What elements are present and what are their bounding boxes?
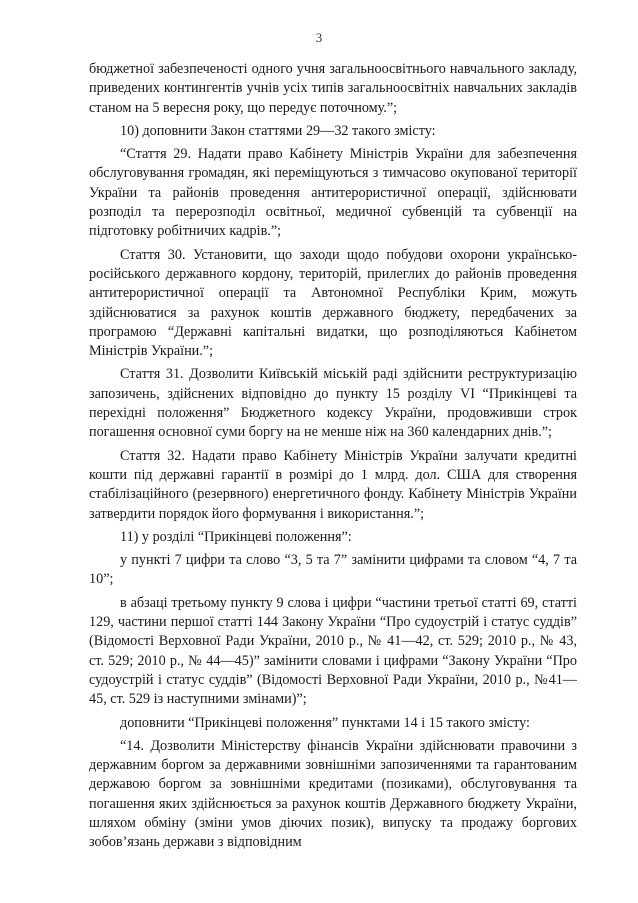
page-number: 3 — [315, 30, 323, 45]
paragraph-point-14: “14. Дозволити Міністерству фінансів України здійснювати правочини з державним боргом за державними зовнішніми запозиченнями та гарантованим державою боргом за зовнішніми кредитами (позиками), обслуговування та погашення яких здійснюється за рахунок коштів Державного бюджету України, шляхом обміну (зміни умов діючих позик), випуску та продажу боргових зобов’язань держави з відповідним — [89, 737, 577, 851]
paragraph-article-30: Стаття 30. Установити, що заходи щодо побудови охорони українсько-російського державного кордону, територій, прилеглих до районів проведення антитерористичної операції та Автономної Республіки Крим, можуть здійснюватися за рахунок коштів державного бюджету, передбачених за програмою “Державні капітальні видатки, що розподіляються Кабінетом Міністрів України.”; — [89, 246, 577, 360]
paragraph-item-11: 11) у розділі “Прикінцеві положення”: — [120, 528, 352, 545]
paragraph-point-7: у пункті 7 цифри та слово “3, 5 та 7” замінити цифрами та словом “4, 7 та 10”; — [89, 552, 577, 588]
paragraph-item-10: 10) доповнити Закон статтями 29—32 такого змісту: — [120, 122, 436, 139]
paragraph-article-32: Стаття 32. Надати право Кабінету Міністрів України залучати кредитні кошти під державні гарантії в розмірі до 1 млрд. дол. США для створення стабілізаційного (резервного) енергетичного фонду. Кабінету Міністрів України затвердити порядок його формування і використання.”; — [89, 447, 577, 522]
paragraph-article-29: “Стаття 29. Надати право Кабінету Міністрів України для забезпечення обслуговування громадян, які переміщуються з тимчасово окупованої території України та районів проведення антитерористичної операції, здійснювати розподіл та перерозподіл освітньої, медичної субвенцій та субвенції на підготовку робітничих кадрів.”; — [89, 146, 577, 240]
paragraph-continuation: бюджетної забезпеченості одного учня загальноосвітнього навчального закладу, приведених контингентів учнів усіх типів загальноосвітніх навчальних закладів станом на 5 вересня року, що передує поточному.”; — [89, 61, 577, 116]
paragraph-article-31: Стаття 31. Дозволити Київській міській раді здійснити реструктуризацію запозичень, здійснених відповідно до пункту 15 розділу VI “Прикінцеві та перехідні положення” Бюджетного кодексу України, продовживши строк погашення основної суми боргу на не менше ніж на 360 календарних днів.”; — [89, 366, 577, 441]
document-body — [89, 60, 577, 857]
paragraph-point-9: в абзаці третьому пункту 9 слова і цифри “частини третьої статті 69, статті 129, частини першої статті 144 Закону України “Про судоустрій і статус суддів” (Відомості Верховної Ради України, 2010 р., № 41—42, ст. 529; 2010 р., № 43, ст. 529; 2010 р., № 44—45)” замінити словами і цифрами “Закону України “Про судоустрій і статус суддів” (Відомості Верховної Ради України, 2010 р., №41—45, ст. 529 із наступними змінами)”; — [89, 594, 577, 708]
paragraph-add-points: доповнити “Прикінцеві положення” пунктами 14 і 15 такого змісту: — [120, 714, 530, 731]
